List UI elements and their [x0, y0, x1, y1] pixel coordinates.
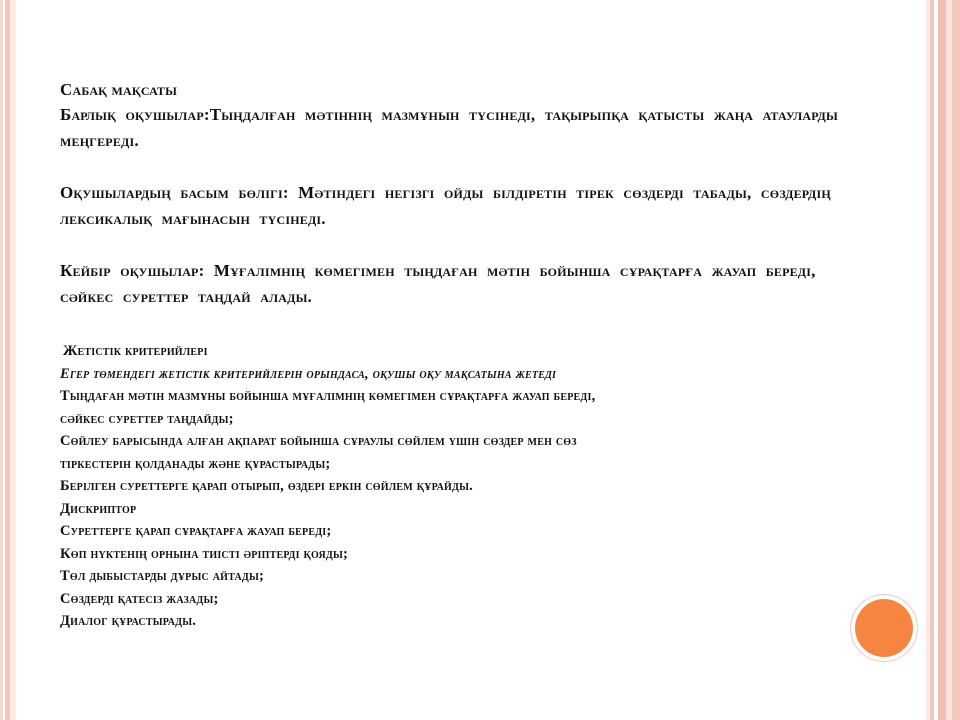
- descriptor-item: Суреттерге қарап сұрақтарға жауап береді;: [60, 523, 332, 539]
- all-students-label: Барлық оқушылар:: [60, 105, 210, 124]
- most-students-label: Оқушылардың басым бөлігі:: [60, 183, 289, 202]
- criteria-item: тіркестерін қолданады және құрастырады;: [60, 455, 331, 472]
- objectives-title: Сабақ мақсаты: [60, 80, 178, 99]
- criteria-intro: Егер төмендегі жетістік критерийлерін орындаса, оқушы оқу мақсатына жетеді: [60, 365, 557, 382]
- most-students-block: [60, 180, 840, 232]
- descriptor-item: Диалог құрастырады.: [60, 613, 197, 629]
- most-students-text: Мәтіндегі негізгі ойды білдіретін тірек сөздерді табады, сөздердің лексикалық мағынасын түсінеді.: [60, 183, 831, 228]
- orange-circle-decoration: [855, 599, 913, 657]
- some-students-block: [60, 258, 840, 310]
- some-students-text: Мұғалімнің көмегімен тыңдаған мәтін бойынша сұрақтарға жауап береді, сәйкес суреттер таңдай алады.: [60, 261, 816, 306]
- descriptor-item: Көп нүктенің орнына тиісті әріптерді қояды;: [60, 545, 349, 562]
- criteria-item: сәйкес суреттер таңдайды;: [60, 410, 234, 427]
- descriptor-item: Сөздерді қатесіз жазады;: [60, 590, 219, 607]
- descriptor-title: Дискриптор: [60, 500, 137, 517]
- left-border-decoration: [0, 0, 16, 720]
- criteria-item: Сөйлеу барысында алған ақпарат бойынша сұраулы сөйлем үшін сөздер мен сөз: [60, 433, 577, 449]
- descriptor-item: Төл дыбыстарды дұрыс айтады;: [60, 568, 265, 584]
- all-students-block: [60, 102, 840, 154]
- all-students-text: Тыңдалған мәтіннің мазмұнын түсінеді, тақырыпқа қатысты жаңа атауларды меңгереді.: [60, 105, 838, 150]
- right-border-decoration: [926, 0, 960, 720]
- criteria-title: Жетістік критерийлері: [63, 343, 208, 359]
- objectives-section: [60, 78, 840, 310]
- criteria-section: [60, 340, 840, 633]
- criteria-item: Тыңдаған мәтін мазмұны бойынша мұғалімнің көмегімен сұрақтарға жауап береді,: [60, 388, 596, 404]
- criteria-item: Берілген суреттерге қарап отырып, өздері еркін сөйлем құрайды.: [60, 478, 473, 494]
- slide-content: [60, 78, 840, 633]
- some-students-label: Кейбір оқушылар:: [60, 261, 205, 280]
